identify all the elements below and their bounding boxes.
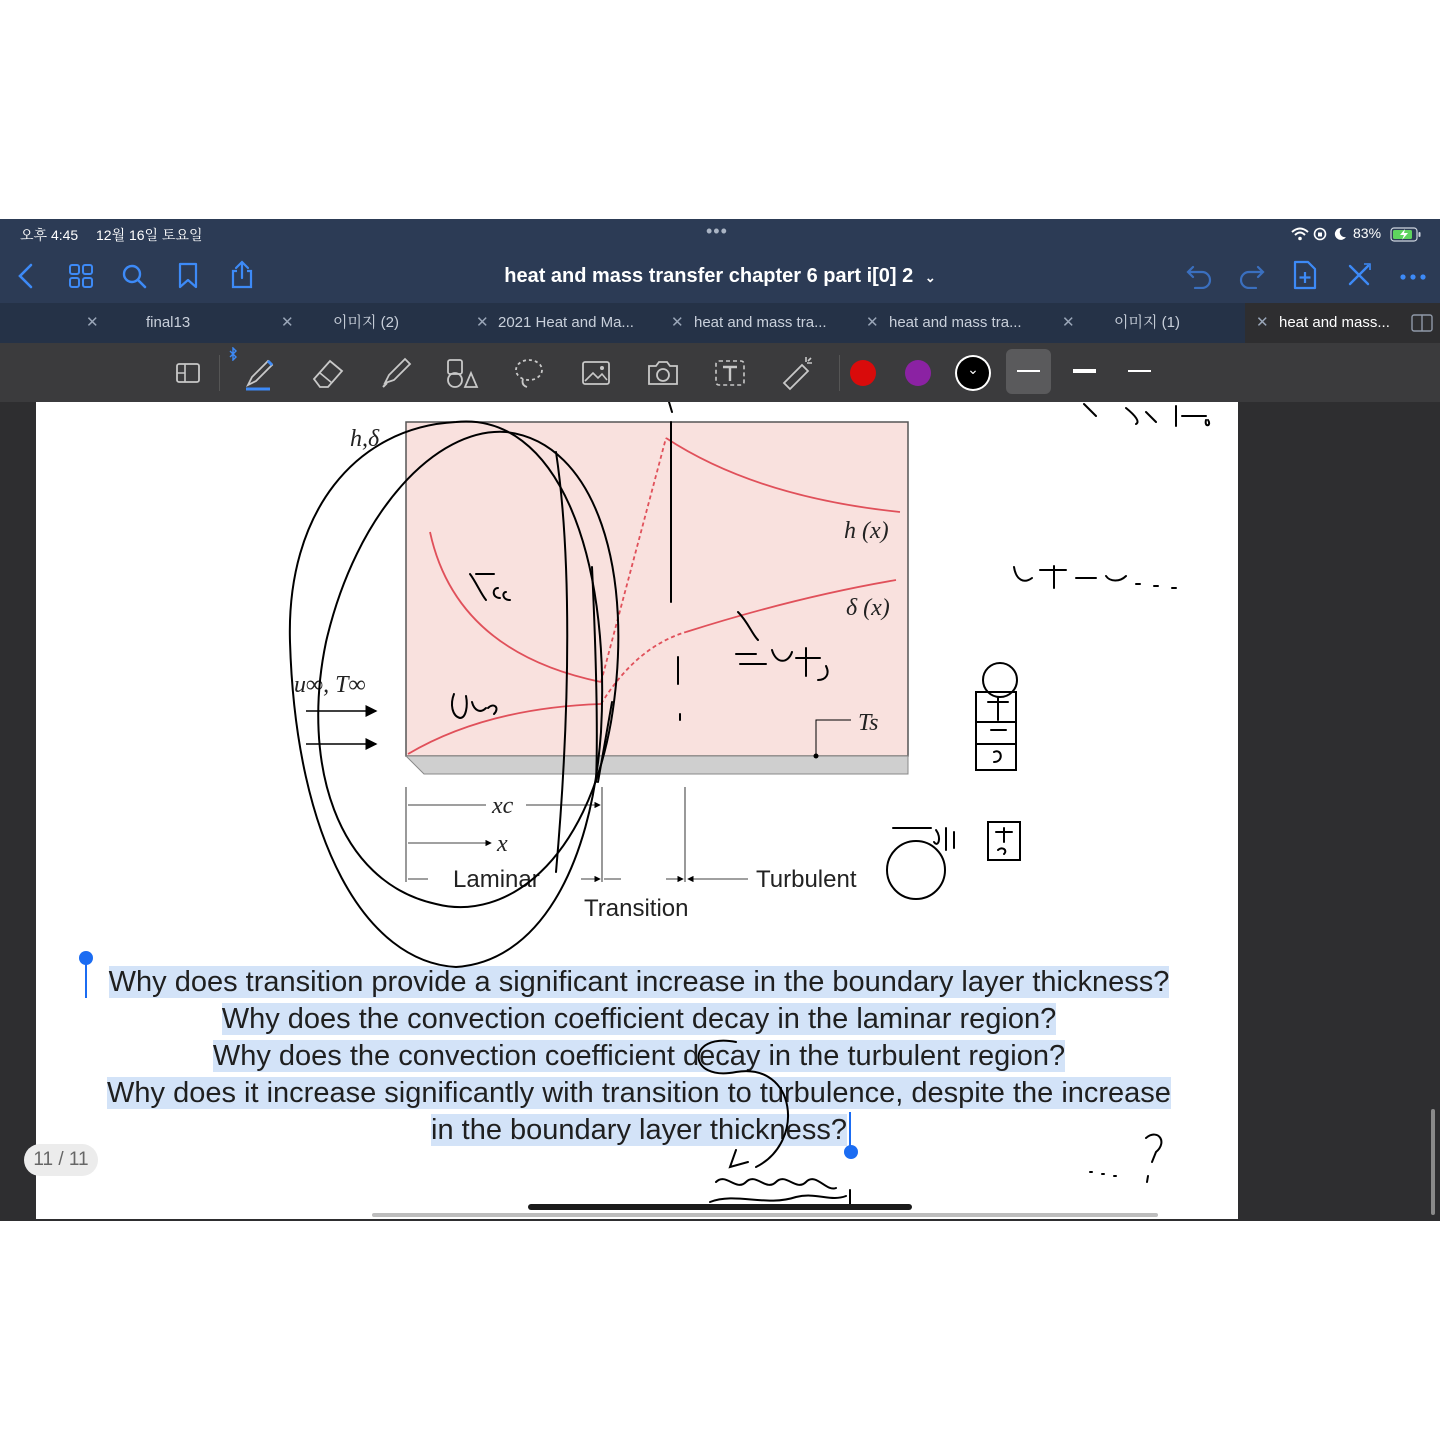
question-line: Why does transition provide a significant increase in the boundary layer thickness? <box>108 966 1170 998</box>
xc-label: xc <box>492 793 514 819</box>
transition-label: Transition <box>584 895 689 922</box>
close-tab-icon[interactable]: ✕ <box>1256 314 1269 331</box>
battery-percent: 83% <box>1353 225 1382 241</box>
document-title-text: heat and mass transfer chapter 6 part i[0] 2 <box>504 265 914 287</box>
page-layout-icon[interactable] <box>168 353 208 393</box>
page-indicator-pill: 11 / 11 <box>24 1144 98 1176</box>
stroke-line <box>1073 369 1096 373</box>
stroke-line <box>1017 370 1040 372</box>
ink-annotations[interactable] <box>36 402 1238 1219</box>
ink-box-characters <box>988 698 1008 762</box>
stroke-thick-button[interactable] <box>1117 349 1162 394</box>
ink-tick <box>669 402 672 412</box>
tab-heat-and-mass-transfer-2[interactable]: ✕ heat and mass tra... <box>866 303 1061 343</box>
status-bar <box>0 219 1440 249</box>
close-tab-icon[interactable]: ✕ <box>866 314 879 331</box>
delta-x-label: δ (x) <box>846 595 890 621</box>
close-tab-icon[interactable]: ✕ <box>281 314 294 331</box>
ink-stacked-box-divider <box>976 722 1016 744</box>
tool-divider <box>839 355 840 391</box>
ink-korean-note-right <box>1014 566 1176 588</box>
tool-divider <box>219 355 220 391</box>
split-view-icon[interactable] <box>1411 314 1433 332</box>
laser-pointer-icon[interactable] <box>778 353 818 393</box>
chevron-down-icon: ⌄ <box>924 270 936 285</box>
tab-2021-heat-and-mass[interactable]: ✕ 2021 Heat and Ma... <box>476 303 671 343</box>
ink-circle-right <box>887 841 945 899</box>
ink-question-mark <box>1146 1135 1161 1182</box>
vertical-scrollbar[interactable] <box>1431 1109 1435 1215</box>
tab-image-1[interactable]: ✕ 이미지 (1) <box>1062 303 1245 343</box>
multitasking-dots-icon[interactable]: ••• <box>706 221 728 241</box>
chevron-down-icon: ⌄ <box>967 361 979 377</box>
wifi-icon <box>1291 227 1309 241</box>
grid-view-icon[interactable] <box>68 263 94 289</box>
image-tool-icon[interactable] <box>576 353 616 393</box>
moon-icon <box>1333 227 1347 241</box>
question-line: Why does the convection coefficient decay in the laminar region? <box>221 1003 1057 1035</box>
status-date: 12월 16일 토요일 <box>96 227 203 243</box>
search-icon[interactable] <box>121 263 147 289</box>
ink-decrease-underline <box>710 1196 846 1202</box>
ink-loop-tilted <box>318 432 618 907</box>
more-icon[interactable] <box>1399 273 1427 281</box>
question-line: Why does the convection coefficient decay in the turbulent region? <box>212 1040 1066 1072</box>
y-axis-label: h,δ <box>350 426 380 452</box>
ink-loop-large <box>290 421 602 967</box>
ink-dots <box>1090 1172 1116 1176</box>
nav-bar <box>0 249 1440 303</box>
shapes-tool-icon[interactable] <box>441 353 481 393</box>
share-icon[interactable] <box>229 260 255 290</box>
close-tab-icon[interactable]: ✕ <box>476 314 489 331</box>
color-red-swatch[interactable] <box>850 360 876 386</box>
highlighter-tool-icon[interactable] <box>375 353 415 393</box>
close-tab-icon[interactable]: ✕ <box>86 314 99 331</box>
ink-circle-label <box>893 828 954 850</box>
ink-decrease-note <box>716 1179 836 1188</box>
ink-t-infinity-note <box>470 574 510 600</box>
bluetooth-icon <box>228 347 238 361</box>
ts-label: Ts <box>858 710 879 736</box>
ink-loop-inner <box>556 452 567 872</box>
ink-arrow-pointer <box>738 612 758 640</box>
tab-final13[interactable]: ✕ final13 <box>86 303 281 343</box>
drawing-toolbar <box>0 343 1440 402</box>
ink-curl-arrow <box>699 1041 789 1167</box>
close-tab-icon[interactable]: ✕ <box>1062 314 1075 331</box>
add-page-icon[interactable] <box>1292 260 1318 290</box>
ink-small-box-marks <box>996 828 1012 854</box>
bookmark-icon[interactable] <box>176 262 200 290</box>
color-black-swatch-selected[interactable] <box>957 357 989 389</box>
color-purple-swatch[interactable] <box>905 360 931 386</box>
turbulent-label: Turbulent <box>756 866 857 893</box>
pdf-page[interactable] <box>36 402 1238 1219</box>
ink-top-right-note <box>1084 404 1209 426</box>
close-toolbar-icon[interactable] <box>1346 262 1372 288</box>
ink-dashed-line <box>671 422 680 720</box>
lasso-tool-icon[interactable] <box>509 353 549 393</box>
stroke-thin-button-selected[interactable] <box>1006 349 1051 394</box>
document-title[interactable] <box>440 249 1000 303</box>
back-icon[interactable] <box>16 263 36 289</box>
pen-tool-icon[interactable] <box>240 353 280 393</box>
question-line: Why does it increase significantly with transition to turbulence, despite the increase <box>107 1077 1171 1109</box>
x-label: x <box>497 831 508 857</box>
ink-korean-note <box>736 648 828 680</box>
tab-bar <box>0 303 1440 343</box>
ink-u-infinity-note <box>452 694 496 718</box>
h-x-label: h (x) <box>844 518 889 544</box>
question-line: in the boundary layer thickness? <box>431 1114 847 1146</box>
status-time: 오후 4:45 <box>20 227 79 243</box>
tab-heat-and-mass-transfer-1[interactable]: ✕ heat and mass tra... <box>671 303 866 343</box>
tab-heat-and-mass-active[interactable]: ✕ heat and mass... <box>1245 303 1440 343</box>
home-indicator[interactable] <box>528 1204 912 1210</box>
tab-image-2[interactable]: ✕ 이미지 (2) <box>281 303 476 343</box>
battery-charging-icon <box>1390 227 1422 242</box>
text-tool-icon[interactable] <box>710 353 750 393</box>
close-tab-icon[interactable]: ✕ <box>671 314 684 331</box>
free-stream-label: u∞, T∞ <box>294 672 366 698</box>
eraser-tool-icon[interactable] <box>308 353 348 393</box>
horizontal-scrollbar[interactable] <box>372 1213 1158 1217</box>
app-window <box>0 219 1440 1221</box>
laminar-label: Laminar <box>453 866 540 893</box>
document-area[interactable] <box>0 402 1440 1221</box>
stroke-line <box>1128 370 1151 372</box>
redo-icon[interactable] <box>1238 263 1266 289</box>
camera-tool-icon[interactable] <box>643 353 683 393</box>
undo-icon[interactable] <box>1185 263 1213 289</box>
stroke-medium-button[interactable] <box>1062 349 1107 394</box>
orientation-lock-icon <box>1313 227 1327 241</box>
